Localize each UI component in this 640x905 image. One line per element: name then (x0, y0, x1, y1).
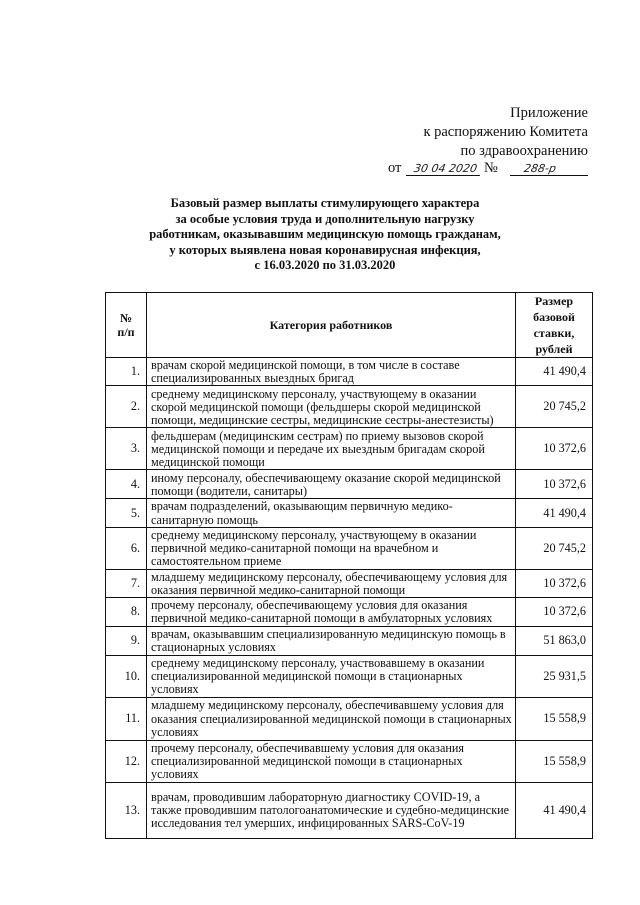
title-line: Базовый размер выплаты стимулирующего характера (170, 196, 480, 210)
row-number: 11. (106, 697, 147, 740)
row-category: младшему медицинскому персоналу, обеспечивающему условия для оказания первичной медико-санитарной помощи (147, 569, 516, 597)
row-rate: 41 490,4 (516, 499, 593, 527)
table-row (106, 499, 593, 527)
row-number: 12. (106, 740, 147, 782)
table-row (106, 655, 593, 697)
column-header-number-symbol: № (119, 311, 133, 325)
row-number: 3. (106, 428, 147, 470)
row-category: врачам, оказывавшим специализированную медицинскую помощь в стационарных условиях (147, 626, 516, 655)
row-category: прочему персоналу, обеспечивавшему условия для оказания специализированной медицинской помощи в стационарных условиях (147, 740, 516, 782)
title-line: работникам, оказывавшим медицинскую помощь гражданам, (149, 227, 501, 241)
row-rate: 10 372,6 (516, 428, 593, 470)
row-number: 13. (106, 782, 147, 838)
title-line: за особые условия труда и дополнительную нагрузку (175, 211, 475, 226)
number-underline (510, 175, 588, 176)
row-number: 9. (106, 626, 147, 655)
table-row (106, 470, 593, 499)
appendix-committee-line: по здравоохранению (460, 143, 588, 159)
column-header-category: Категория работников (147, 293, 516, 358)
table-row (106, 782, 593, 838)
row-rate: 10 372,6 (516, 569, 593, 597)
date-number-line (388, 159, 588, 179)
row-rate: 41 490,4 (516, 358, 593, 386)
row-rate: 20 745,2 (516, 386, 593, 428)
column-header-number (106, 293, 147, 358)
row-category: среднему медицинскому персоналу, участвующему в оказании первичной медико-санитарной помощи на врачебном и самостоятельном приеме (147, 527, 516, 569)
row-rate: 15 558,9 (516, 740, 593, 782)
row-rate: 15 558,9 (516, 697, 593, 740)
table-header-row (106, 293, 593, 358)
handwritten-number: 288-р (522, 162, 558, 175)
column-header-number-abbr: п/п (117, 325, 135, 339)
table-row (106, 626, 593, 655)
appendix-label: Приложение (510, 105, 588, 121)
title-line: у которых выявлена новая коронавирусная инфекция, (169, 242, 481, 257)
row-category: иному персоналу, обеспечивающему оказание скорой медицинской помощи (водители, санитары) (147, 470, 516, 499)
row-number: 8. (106, 598, 147, 626)
handwritten-date: 30 04 2020 (412, 162, 479, 175)
table-row (106, 697, 593, 740)
table-row (106, 569, 593, 597)
table-row (106, 358, 593, 386)
table-row (106, 740, 593, 782)
date-prefix: от (388, 160, 402, 176)
row-category: прочему персоналу, обеспечивающему условия для оказания первичной медико-санитарной помощи в амбулаторных условиях (147, 598, 516, 626)
table-row (106, 598, 593, 626)
row-number: 1. (106, 358, 147, 386)
row-number: 10. (106, 655, 147, 697)
column-header-rate (516, 293, 593, 358)
row-category: фельдшерам (медицинским сестрам) по приему вызовов скорой медицинской помощи и передаче их выездным бригадам скорой медицинской помощи (147, 428, 516, 470)
rates-table (105, 292, 593, 839)
table-row (106, 386, 593, 428)
row-rate: 20 745,2 (516, 527, 593, 569)
row-category: среднему медицинскому персоналу, участвующему в оказании скорой медицинской помощи (фельдшеры скорой медицинской помощи, медицинские сестры, медицинские сестры-анестезисты) (147, 386, 516, 428)
row-number: 6. (106, 527, 147, 569)
row-number: 5. (106, 499, 147, 527)
document-title (100, 196, 550, 274)
date-underline (406, 175, 480, 176)
row-rate: 10 372,6 (516, 470, 593, 499)
appendix-order-line: к распоряжению Комитета (423, 124, 588, 140)
row-category: врачам скорой медицинской помощи, в том числе в составе специализированных выездных бригад (147, 358, 516, 386)
rate-header-line: базовой (533, 310, 575, 324)
row-category: среднему медицинскому персоналу, участвовавшему в оказании специализированной медицинской помощи в стационарных условиях (147, 655, 516, 697)
title-line: с 16.03.2020 по 31.03.2020 (254, 258, 396, 272)
row-category: младшему медицинскому персоналу, обеспечивавшему условия для оказания специализированной медицинской помощи в стационарных условиях (147, 697, 516, 740)
appendix-header (423, 104, 588, 161)
row-number: 2. (106, 386, 147, 428)
rate-header-line: ставки, (533, 326, 575, 340)
row-number: 7. (106, 569, 147, 597)
row-category: врачам подразделений, оказывающим первичную медико-санитарную помощь (147, 499, 516, 527)
row-category: врачам, проводившим лабораторную диагностику COVID-19, а также проводившим патологоанатомические и судебно-медицинские исследования тел умерших, инфицированных SARS-CoV-19 (147, 782, 516, 838)
rate-header-line: Размер (534, 294, 574, 308)
row-rate: 41 490,4 (516, 782, 593, 838)
row-rate: 51 863,0 (516, 626, 593, 655)
row-rate: 25 931,5 (516, 655, 593, 697)
row-rate: 10 372,6 (516, 598, 593, 626)
rate-header-line: рублей (535, 342, 573, 356)
table-row (106, 428, 593, 470)
number-sign: № (484, 160, 498, 176)
row-number: 4. (106, 470, 147, 499)
table-row (106, 527, 593, 569)
